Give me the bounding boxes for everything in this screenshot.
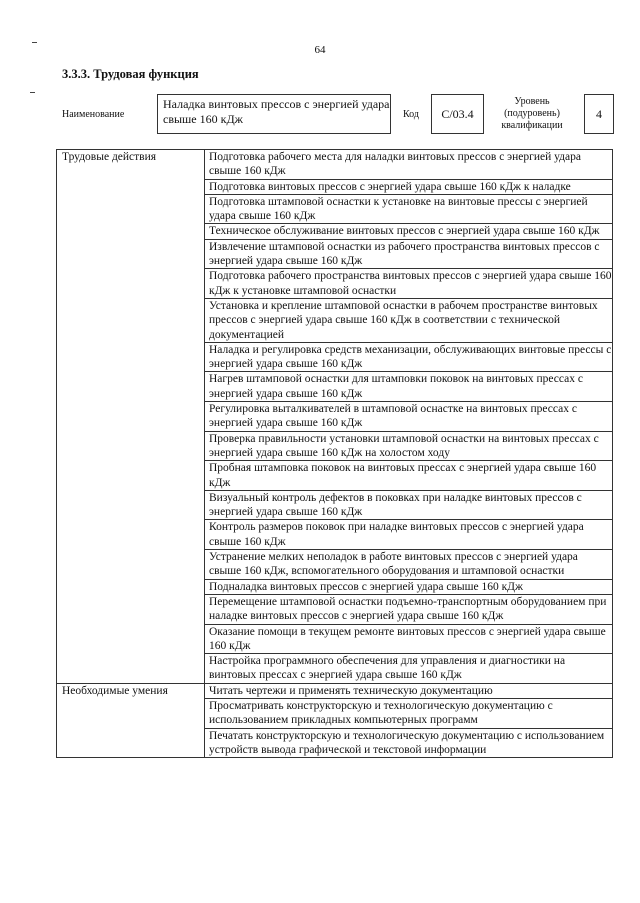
- item-cell: Настройка программного обеспечения для управления и диагностики на винтовых прессах с энергией удара свыше 160 кДж: [205, 654, 613, 684]
- name-label: Наименование: [62, 109, 125, 120]
- item-cell: Пробная штамповка поковок на винтовых прессах с энергией удара свыше 160 кДж: [205, 461, 613, 491]
- margin-mark: [30, 92, 35, 93]
- item-cell: Извлечение штамповой оснастки из рабочего пространства винтовых прессов с энергией удара свыше 160 кДж: [205, 239, 613, 269]
- level-label: Уровень (подуровень) квалификации: [501, 96, 563, 131]
- level-box: 4: [584, 94, 614, 134]
- table-row: [57, 150, 613, 180]
- category-cell: Необходимые умения: [57, 683, 205, 757]
- item-cell: Наладка и регулировка средств механизации, обслуживающих винтовые прессы с энергией удара свыше 160 кДж: [205, 342, 613, 372]
- item-cell: Визуальный контроль дефектов в поковках при наладке винтовых прессов с энергией удара свыше 160 кДж: [205, 490, 613, 520]
- code-label: Код: [403, 109, 419, 120]
- item-cell: Печатать конструкторскую и технологическую документацию с использованием устройств вывода графической и текстовой информации: [205, 728, 613, 758]
- code-box: С/03.4: [431, 94, 484, 134]
- category-cell: Трудовые действия: [57, 150, 205, 684]
- item-cell: Контроль размеров поковок при наладке винтовых прессов с энергией удара свыше 160 кДж: [205, 520, 613, 550]
- item-cell: Подготовка рабочего места для наладки винтовых прессов с энергией удара свыше 160 кДж: [205, 150, 613, 180]
- item-cell: Подготовка рабочего пространства винтовых прессов с энергией удара свыше 160 кДж к установке штамповой оснастки: [205, 269, 613, 299]
- item-cell: Устранение мелких неполадок в работе винтовых прессов с энергией удара свыше 160 кДж, вспомогательного оборудования и штамповой оснастки: [205, 550, 613, 580]
- section-title: 3.3.3. Трудовая функция: [62, 67, 199, 81]
- item-cell: Регулировка выталкивателей в штамповой оснастке на винтовых прессах с энергией удара свыше 160 кДж: [205, 402, 613, 432]
- item-cell: Техническое обслуживание винтовых прессов с энергией удара свыше 160 кДж: [205, 224, 613, 239]
- page-number: 64: [314, 44, 326, 56]
- function-name-box: Наладка винтовых прессов с энергией удара свыше 160 кДж: [157, 94, 391, 134]
- item-cell: Проверка правильности установки штамповой оснастки на винтовых прессах с энергией удара свыше 160 кДж на холостом ходу: [205, 431, 613, 461]
- item-cell: Нагрев штамповой оснастки для штамповки поковок на винтовых прессах с энергией удара свыше 160 кДж: [205, 372, 613, 402]
- item-cell: Перемещение штамповой оснастки подъемно-транспортным оборудованием при наладке винтовых прессов с энергией удара свыше 160 кДж: [205, 594, 613, 624]
- item-cell: Читать чертежи и применять техническую документацию: [205, 683, 613, 698]
- margin-mark: [32, 42, 37, 43]
- item-cell: Подналадка винтовых прессов с энергией удара свыше 160 кДж: [205, 579, 613, 594]
- item-cell: Установка и крепление штамповой оснастки в рабочем пространстве винтовых прессов с энергией удара свыше 160 кДж в соответствии с технической документацией: [205, 298, 613, 342]
- table-row: [57, 683, 613, 698]
- labor-function-table: [56, 149, 613, 758]
- item-cell: Подготовка штамповой оснастки к установке на винтовые прессы с энергией удара свыше 160 кДж: [205, 194, 613, 224]
- item-cell: Просматривать конструкторскую и технологическую документацию с использованием прикладных компьютерных программ: [205, 698, 613, 728]
- item-cell: Подготовка винтовых прессов с энергией удара свыше 160 кДж к наладке: [205, 179, 613, 194]
- item-cell: Оказание помощи в текущем ремонте винтовых прессов с энергией удара свыше 160 кДж: [205, 624, 613, 654]
